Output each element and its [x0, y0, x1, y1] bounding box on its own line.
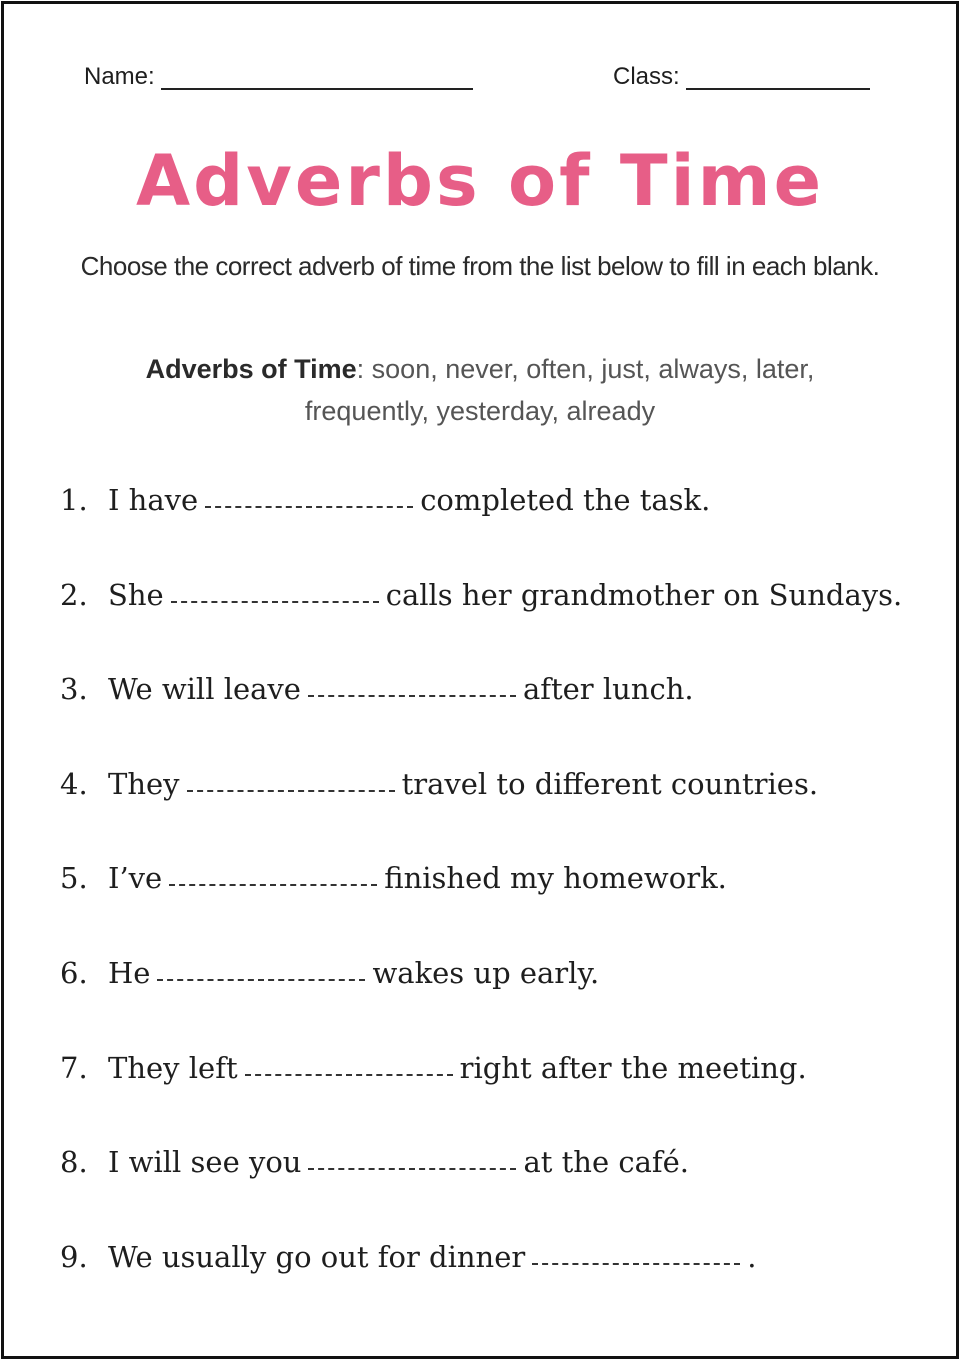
- question-text-after: after lunch.: [522, 672, 694, 707]
- word-bank-words: : soon, never, often, just, always, later, frequently, yesterday, already: [304, 354, 815, 426]
- answer-blank[interactable]: [308, 1140, 516, 1170]
- question-text-after: wakes up early.: [372, 955, 600, 990]
- question-number: 7.: [60, 1050, 88, 1085]
- name-field[interactable]: [84, 62, 473, 92]
- question-number: 4.: [60, 766, 88, 801]
- question-text-before: We usually go out for dinner: [108, 1239, 526, 1274]
- question-number: 3.: [60, 672, 88, 707]
- question-text-before: I have: [108, 483, 199, 517]
- word-bank-label: Adverbs of Time: [145, 354, 357, 384]
- question-text-after: travel to different countries.: [401, 766, 819, 801]
- question-number: 9.: [60, 1239, 88, 1274]
- question-3: [60, 667, 920, 762]
- class-line[interactable]: [686, 87, 870, 90]
- question-list: [60, 478, 920, 1329]
- worksheet-title: Adverbs of Time: [135, 140, 825, 222]
- question-number: 1.: [60, 483, 88, 517]
- question-text-before: He: [108, 955, 151, 990]
- question-number: 8.: [60, 1145, 88, 1180]
- question-number: 6.: [60, 955, 88, 990]
- question-2: [60, 573, 920, 668]
- answer-blank[interactable]: [308, 667, 516, 697]
- instructions: Choose the correct adverb of time from the list below to fill in each blank.: [80, 251, 880, 281]
- class-label: Class:: [613, 63, 680, 90]
- answer-blank[interactable]: [169, 856, 377, 886]
- question-text-after: right after the meeting.: [459, 1050, 807, 1085]
- answer-blank[interactable]: [171, 573, 379, 603]
- question-text-before: They: [108, 766, 180, 801]
- question-text-before: She: [108, 577, 164, 612]
- question-number: 2.: [60, 577, 88, 612]
- question-9: [60, 1235, 920, 1330]
- question-4: [60, 762, 920, 857]
- question-text-after: finished my homework.: [384, 861, 727, 896]
- answer-blank[interactable]: [157, 951, 365, 981]
- name-label: Name:: [84, 63, 155, 90]
- class-field[interactable]: [613, 62, 870, 92]
- question-text-after: at the café.: [523, 1145, 690, 1180]
- answer-blank[interactable]: [205, 478, 413, 508]
- question-text-before: They left: [108, 1050, 238, 1085]
- question-text-after: calls her grandmother on Sundays.: [385, 577, 903, 612]
- answer-blank[interactable]: [245, 1046, 453, 1076]
- question-5: [60, 856, 920, 951]
- question-8: [60, 1140, 920, 1235]
- answer-blank[interactable]: [187, 762, 395, 792]
- question-1: [60, 478, 920, 573]
- question-6: [60, 951, 920, 1046]
- word-bank: [90, 348, 870, 432]
- question-text-after: .: [747, 1239, 757, 1274]
- header-fields: [84, 62, 876, 94]
- name-line[interactable]: [161, 87, 473, 90]
- question-text-after: completed the task.: [420, 483, 711, 517]
- question-text-before: I will see you: [108, 1145, 302, 1180]
- question-number: 5.: [60, 861, 88, 896]
- question-text-before: I’ve: [108, 861, 163, 896]
- question-7: [60, 1046, 920, 1141]
- answer-blank[interactable]: [532, 1235, 740, 1265]
- question-text-before: We will leave: [108, 672, 301, 707]
